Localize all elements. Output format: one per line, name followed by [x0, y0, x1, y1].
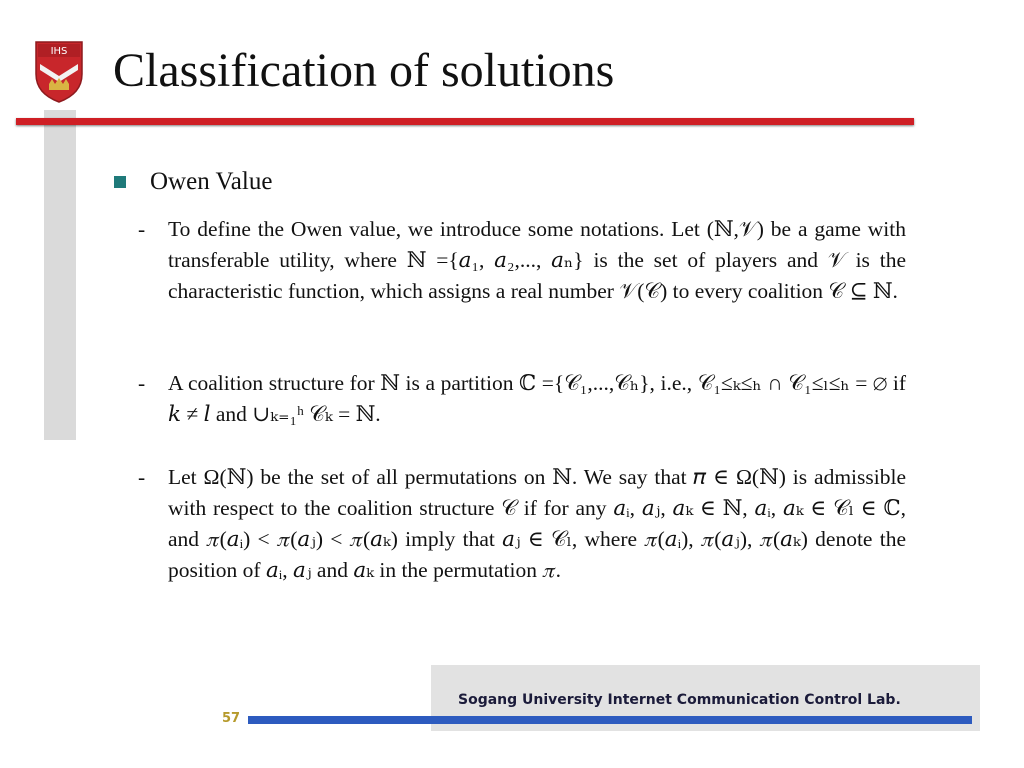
paragraph-permutations — [138, 462, 906, 586]
title-underline — [16, 118, 914, 125]
paragraph-text: A coalition structure for ℕ is a partition ℂ ={𝒞₁,...,𝒞ₕ}, i.e., 𝒞₁≤ₖ≤ₕ ∩ 𝒞₁≤ₗ≤ₕ = ∅ if 𝑘 ≠ 𝑙 and ∪ₖ₌₁ʰ 𝒞ₖ = ℕ. — [168, 371, 906, 426]
lab-name: Sogang University Internet Communication Control Lab. — [458, 692, 901, 708]
paragraph-coalition-structure — [138, 368, 906, 430]
paragraph-notation — [138, 214, 906, 307]
paragraph-text: Let Ω(ℕ) be the set of all permutations on ℕ. We say that 𝜋 ∈ Ω(ℕ) is admissible with respect to the coalition structure 𝒞 if for any 𝑎ᵢ, 𝑎ⱼ, 𝑎ₖ ∈ ℕ, 𝑎ᵢ, 𝑎ₖ ∈ 𝒞ₗ ∈ ℂ, and 𝜋(𝑎ᵢ) < 𝜋(𝑎ⱼ) < 𝜋(𝑎ₖ) imply that 𝑎ⱼ ∈ 𝒞ₗ, where 𝜋(𝑎ᵢ), 𝜋(𝑎ⱼ), 𝜋(𝑎ₖ) denote the position of 𝑎ᵢ, 𝑎ⱼ and 𝑎ₖ in the permutation 𝜋. — [168, 465, 906, 582]
bullet-heading: Owen Value — [150, 168, 273, 195]
university-crest-logo — [32, 38, 86, 104]
dash-marker: - — [138, 465, 146, 489]
slide-title: Classification of solutions — [113, 44, 615, 97]
bullet-item — [114, 168, 272, 196]
dash-marker: - — [138, 217, 146, 241]
paragraph-text: To define the Owen value, we introduce some notations. Let (ℕ,𝒱) be a game with transferable utility, where ℕ ={𝑎₁, 𝑎₂,..., 𝑎ₙ} is the set of players and 𝒱 is the characteristic function, which assigns a real number 𝒱(𝒞) to every coalition 𝒞 ⊆ ℕ. — [168, 217, 906, 303]
square-bullet-icon — [114, 176, 126, 188]
dash-marker: - — [138, 371, 146, 395]
left-decorative-bar — [44, 110, 76, 440]
logo-text: IHS — [50, 46, 68, 57]
page-number: 57 — [222, 711, 241, 726]
footer-rule — [248, 716, 972, 724]
